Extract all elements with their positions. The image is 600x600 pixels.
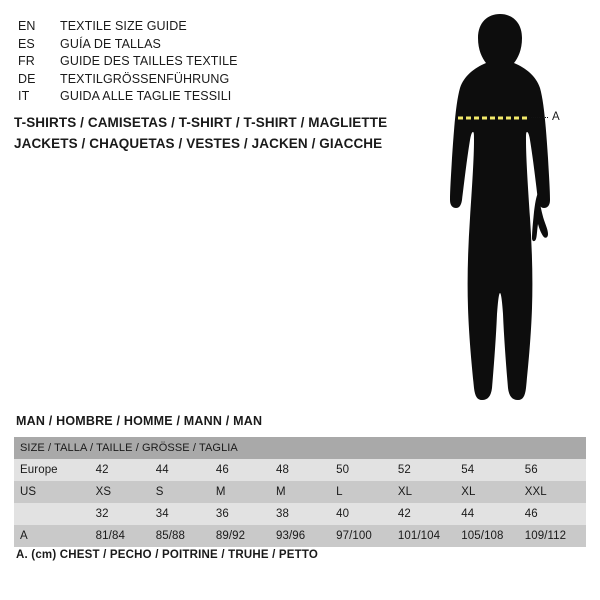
language-text: TEXTILGRÖSSENFÜHRUNG — [60, 71, 230, 86]
table-header-label: SIZE / TALLA / TAILLE / GRÖSSE / TAGLIA — [14, 437, 586, 459]
table-row — [14, 525, 586, 547]
language-code: FR — [18, 54, 35, 68]
table-row — [14, 459, 586, 481]
table-cell: 85/88 — [154, 525, 214, 547]
table-group-title: MAN / HOMBRE / HOMME / MANN / MAN — [16, 414, 263, 428]
table-cell: 89/92 — [214, 525, 274, 547]
table-cell: 38 — [274, 503, 334, 525]
language-text: GUIDE DES TAILLES TEXTILE — [60, 54, 238, 68]
language-code: DE — [18, 71, 36, 86]
language-code: IT — [18, 89, 30, 103]
language-code: ES — [18, 36, 35, 51]
table-cell: XS — [94, 481, 154, 503]
chest-callout-label: A — [552, 111, 561, 123]
table-footnote: A. (cm) CHEST / PECHO / POITRINE / TRUHE / PETTO — [16, 549, 319, 561]
table-cell: 50 — [334, 459, 396, 481]
table-cell: 46 — [523, 503, 586, 525]
table-cell: 56 — [523, 459, 586, 481]
table-cell: L — [334, 481, 396, 503]
table-row — [14, 503, 586, 525]
table-cell: M — [274, 481, 334, 503]
table-cell: 32 — [94, 503, 154, 525]
table-cell: 44 — [154, 459, 214, 481]
language-row — [18, 71, 358, 89]
table-cell: M — [214, 481, 274, 503]
table-cell: 34 — [154, 503, 214, 525]
size-table — [14, 437, 586, 547]
table-cell: XL — [459, 481, 522, 503]
table-cell: XXL — [523, 481, 586, 503]
table-cell: 97/100 — [334, 525, 396, 547]
table-header-row — [14, 437, 586, 459]
language-row — [18, 53, 358, 71]
language-text: GUIDA ALLE TAGLIE TESSILI — [60, 89, 232, 103]
man-silhouette-icon — [400, 8, 600, 408]
table-cell: 40 — [334, 503, 396, 525]
table-row — [14, 481, 586, 503]
language-code: EN — [18, 19, 36, 33]
table-cell: 109/112 — [523, 525, 586, 547]
table-cell: 93/96 — [274, 525, 334, 547]
category-tshirts: T-SHIRTS / CAMISETAS / T-SHIRT / T-SHIRT / MAGLIETTE — [14, 115, 388, 130]
row-label — [14, 503, 94, 525]
row-label: A — [14, 525, 94, 547]
table-cell: 81/84 — [94, 525, 154, 547]
table-cell: 42 — [94, 459, 154, 481]
table-cell: 44 — [459, 503, 522, 525]
language-text: TEXTILE SIZE GUIDE — [60, 19, 187, 33]
table-cell: 52 — [396, 459, 459, 481]
table-cell: S — [154, 481, 214, 503]
language-row — [18, 18, 358, 36]
table-cell: 46 — [214, 459, 274, 481]
category-jackets: JACKETS / CHAQUETAS / VESTES / JACKEN / GIACCHE — [14, 136, 383, 151]
callout-leader-line — [528, 117, 548, 118]
table-cell: 101/104 — [396, 525, 459, 547]
table-cell: 105/108 — [459, 525, 522, 547]
language-list — [18, 18, 358, 106]
language-row — [18, 36, 358, 54]
table-cell: XL — [396, 481, 459, 503]
table-cell: 54 — [459, 459, 522, 481]
language-row — [18, 88, 358, 106]
category-list — [14, 112, 414, 154]
row-label: US — [14, 481, 94, 503]
table-cell: 42 — [396, 503, 459, 525]
body-figure — [400, 8, 600, 408]
row-label: Europe — [14, 459, 94, 481]
table-cell: 36 — [214, 503, 274, 525]
table-cell: 48 — [274, 459, 334, 481]
language-text: GUÍA DE TALLAS — [60, 36, 161, 51]
